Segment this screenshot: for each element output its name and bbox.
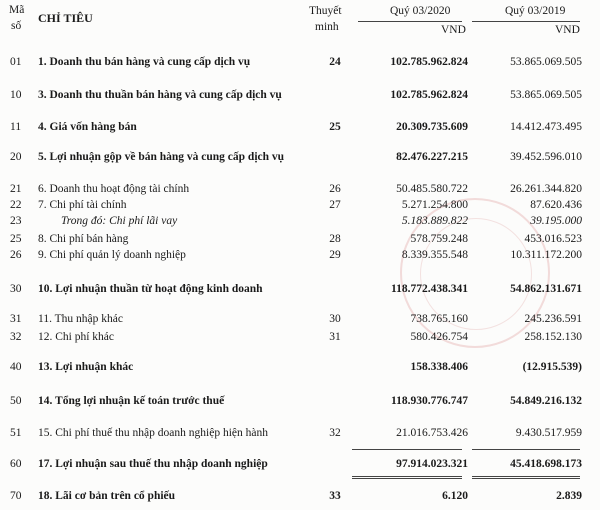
double-line-col1-b [352, 478, 462, 479]
table-row [0, 233, 600, 249]
row-note: 24 [329, 56, 341, 68]
row-q3-2019: 53.865.069.505 [510, 56, 582, 68]
row-code: 20 [10, 151, 22, 163]
row-note: 33 [329, 490, 341, 502]
row-label: 9. Chi phí quản lý doanh nghiệp [38, 249, 186, 261]
row-code: 60 [10, 458, 22, 470]
row-note: 27 [329, 199, 341, 211]
table-row [0, 183, 600, 199]
header-col1-unit: VND [441, 24, 466, 36]
row-q3-2020: 5.271.254.800 [401, 199, 468, 211]
table-row [0, 56, 600, 72]
row-q3-2019: 10.311.172.200 [510, 249, 582, 261]
row-q3-2019: 39.195.000 [530, 215, 582, 227]
table-row [0, 331, 600, 347]
row-code: 26 [10, 249, 22, 261]
row-q3-2020: 8.339.355.548 [401, 249, 468, 261]
row-code: 70 [10, 490, 22, 502]
row-q3-2019: 453.016.523 [524, 233, 582, 245]
row-code: 23 [10, 215, 22, 227]
row-label: 3. Doanh thu thuần bán hàng và cung cấp dịch vụ [38, 89, 282, 101]
row-code: 10 [10, 89, 22, 101]
row-q3-2019: 54.849.216.132 [510, 395, 582, 407]
table-row [0, 89, 600, 105]
row-label: 4. Giá vốn hàng bán [38, 121, 137, 133]
table-row [0, 395, 600, 411]
row-label: 7. Chi phí tài chính [38, 199, 127, 211]
row-code: 31 [10, 313, 22, 325]
row-code: 11 [10, 121, 22, 133]
row-note: 25 [329, 121, 341, 133]
row-q3-2019: 14.412.473.495 [510, 121, 582, 133]
table-row [0, 361, 600, 377]
row-note: 31 [329, 331, 341, 343]
row-q3-2020: 20.309.735.609 [396, 121, 468, 133]
row-q3-2019: 26.261.344.820 [510, 183, 582, 195]
row-q3-2020: 158.338.406 [410, 361, 468, 373]
row-label: 18. Lãi cơ bản trên cổ phiếu [38, 490, 176, 502]
table-row [0, 151, 600, 167]
row-q3-2020: 118.930.776.747 [391, 395, 468, 407]
table-row [0, 215, 600, 231]
row-note: 28 [329, 233, 341, 245]
row-note: 26 [329, 183, 341, 195]
row-q3-2019: 245.236.591 [524, 313, 582, 325]
header-indicator: CHỈ TIÊU [38, 11, 93, 25]
row-q3-2020: 580.426.754 [410, 331, 468, 343]
row-q3-2020: 102.785.962.824 [390, 56, 468, 68]
row-q3-2019: 45.418.698.173 [510, 458, 582, 470]
header-note-line1: Thuyết [309, 5, 342, 17]
row-label: 1. Doanh thu bán hàng và cung cấp dịch vụ [38, 56, 251, 68]
table-row [0, 249, 600, 265]
row-code: 50 [10, 395, 22, 407]
row-label: 11. Thu nhập khác [38, 313, 123, 325]
row-code: 30 [10, 283, 22, 295]
row-label: 15. Chi phí thuế thu nhập doanh nghiệp hiện hành [38, 427, 268, 439]
total-line-col2 [472, 449, 580, 450]
row-code: 25 [10, 233, 22, 245]
double-line-col2-b [472, 478, 580, 479]
row-label: 14. Tổng lợi nhuận kế toán trước thuế [38, 395, 225, 407]
row-note: 30 [329, 313, 341, 325]
table-row [0, 199, 600, 215]
row-q3-2020: 50.485.580.722 [396, 183, 468, 195]
row-note: 29 [329, 249, 341, 261]
table-row [0, 313, 600, 329]
row-q3-2019: 2.839 [556, 490, 582, 502]
row-q3-2020: 5.183.889.822 [401, 215, 468, 227]
header-col1-underline [358, 21, 462, 22]
row-label: 12. Chi phí khác [38, 331, 115, 343]
row-q3-2020: 102.785.962.824 [390, 89, 468, 101]
row-label: 6. Doanh thu hoạt động tài chính [38, 183, 190, 195]
row-label: 5. Lợi nhuận gộp về bán hàng và cung cấp dịch vụ [38, 151, 285, 163]
row-q3-2019: 9.430.517.959 [515, 427, 582, 439]
row-code: 21 [10, 183, 22, 195]
table-row [0, 283, 600, 299]
row-q3-2020: 118.772.438.341 [391, 283, 468, 295]
row-note: 32 [329, 427, 341, 439]
row-code: 51 [10, 427, 22, 439]
row-q3-2020: 82.476.227.215 [396, 151, 468, 163]
row-q3-2020: 738.765.160 [410, 313, 468, 325]
row-q3-2020: 578.759.248 [410, 233, 468, 245]
row-q3-2019: 54.862.131.671 [510, 283, 582, 295]
row-label: Trong đó: Chi phí lãi vay [61, 215, 178, 227]
row-q3-2019: 39.452.596.010 [510, 151, 582, 163]
double-line-col2-a [472, 476, 580, 477]
header-note-line2: minh [315, 21, 339, 33]
header-col1-title: Quý 03/2020 [390, 5, 451, 17]
row-q3-2019: 87.620.436 [530, 199, 582, 211]
row-q3-2020: 21.016.753.426 [396, 427, 468, 439]
row-label: 17. Lợi nhuận sau thuế thu nhập doanh nghiệp [38, 458, 268, 470]
row-q3-2019: 258.152.130 [524, 331, 582, 343]
row-label: 10. Lợi nhuận thuần từ hoạt động kinh doanh [38, 283, 263, 295]
header-code-line2: số [11, 20, 22, 32]
row-q3-2020: 6.120 [442, 490, 468, 502]
header-col2-unit: VND [555, 24, 580, 36]
row-code: 22 [10, 199, 22, 211]
row-code: 01 [10, 56, 22, 68]
row-code: 40 [10, 361, 22, 373]
row-label: 8. Chi phí bán hàng [38, 233, 129, 245]
table-row [0, 121, 600, 137]
row-code: 32 [10, 331, 22, 343]
row-label: 13. Lợi nhuận khác [38, 361, 134, 373]
row-q3-2019: 53.865.069.505 [510, 89, 582, 101]
header-col2-title: Quý 03/2019 [505, 5, 566, 17]
header-code-line1: Mã [9, 4, 25, 16]
table-row [0, 490, 600, 506]
double-line-col1-a [352, 476, 462, 477]
table-row [0, 427, 600, 443]
row-q3-2019: (12.915.539) [522, 361, 582, 373]
row-q3-2020: 97.914.023.321 [396, 458, 468, 470]
table-row [0, 458, 600, 474]
total-line-col1 [352, 449, 462, 450]
header-col2-underline [472, 21, 580, 22]
